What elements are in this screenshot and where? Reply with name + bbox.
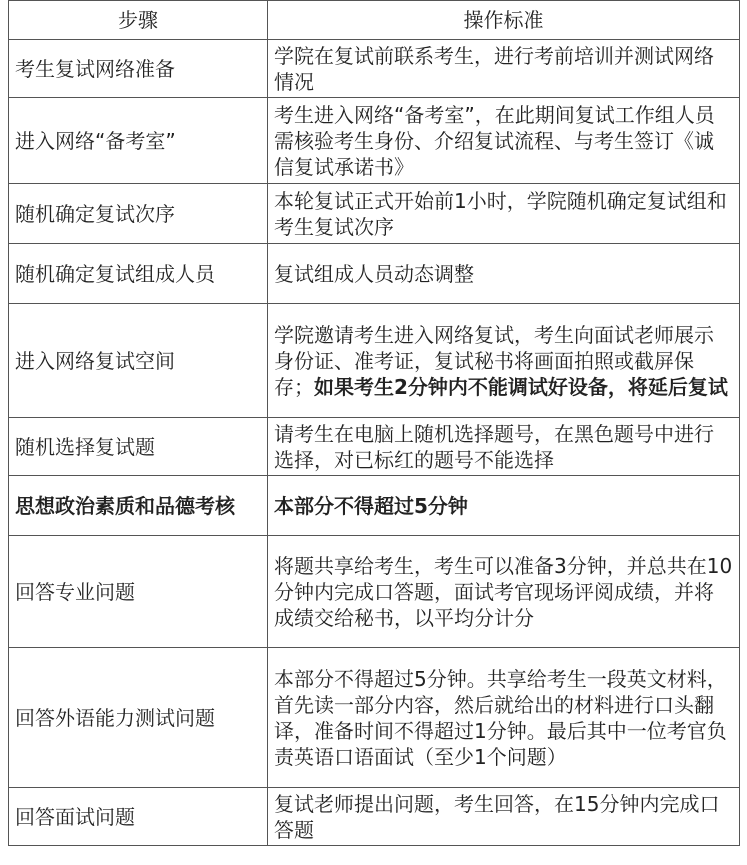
step-cell: 考生复试网络准备 xyxy=(9,40,268,98)
header-row xyxy=(9,1,740,40)
standard-cell: 将题共享给考生，考生可以准备3分钟，并总共在10分钟内完成口答题，面试考官现场评阅成绩，并将成绩交给秘书，以平均分计分 xyxy=(268,536,740,648)
table-row xyxy=(9,476,740,536)
step-cell: 回答外语能力测试问题 xyxy=(9,648,268,788)
table-row xyxy=(9,418,740,476)
step-cell: 随机确定复试组成人员 xyxy=(9,244,268,304)
standard-cell: 本轮复试正式开始前1小时，学院随机确定复试组和考生复试次序 xyxy=(268,184,740,244)
standard-cell: 复试老师提出问题，考生回答，在15分钟内完成口答题 xyxy=(268,788,740,846)
table-row xyxy=(9,304,740,418)
step-cell: 思想政治素质和品德考核 xyxy=(9,476,268,536)
header-step: 步骤 xyxy=(9,1,268,40)
step-cell: 随机确定复试次序 xyxy=(9,184,268,244)
standard-cell: 学院在复试前联系考生，进行考前培训并测试网络情况 xyxy=(268,40,740,98)
table-row xyxy=(9,98,740,184)
table-row xyxy=(9,244,740,304)
standard-cell: 本部分不得超过5分钟。共享给考生一段英文材料，首先读一部分内容，然后就给出的材料进行口头翻译，准备时间不得超过1分钟。最后其中一位考官负责英语口语面试（至少1个问题） xyxy=(268,648,740,788)
standard-cell xyxy=(268,304,740,418)
step-cell: 回答专业问题 xyxy=(9,536,268,648)
process-table xyxy=(8,0,740,846)
header-standard: 操作标准 xyxy=(268,1,740,40)
table-row xyxy=(9,184,740,244)
table-row xyxy=(9,536,740,648)
step-cell: 回答面试问题 xyxy=(9,788,268,846)
standard-cell: 复试组成人员动态调整 xyxy=(268,244,740,304)
standard-cell: 考生进入网络“备考室”，在此期间复试工作组人员需核验考生身份、介绍复试流程、与考生签订《诚信复试承诺书》 xyxy=(268,98,740,184)
table-row xyxy=(9,40,740,98)
standard-bold-text: 如果考生2分钟内不能调试好设备，将延后复试 xyxy=(314,374,728,399)
step-cell: 进入网络复试空间 xyxy=(9,304,268,418)
standard-cell: 请考生在电脑上随机选择题号，在黑色题号中进行选择，对已标红的题号不能选择 xyxy=(268,418,740,476)
step-cell: 进入网络“备考室” xyxy=(9,98,268,184)
step-cell: 随机选择复试题 xyxy=(9,418,268,476)
standard-cell: 本部分不得超过5分钟 xyxy=(268,476,740,536)
table-row xyxy=(9,648,740,788)
standard-normal-text: 学院邀请考生进入网络复试，考生向面试老师展示身份证、准考证，复试秘书将画面拍照或截屏保存； xyxy=(274,322,714,399)
table-row xyxy=(9,788,740,846)
